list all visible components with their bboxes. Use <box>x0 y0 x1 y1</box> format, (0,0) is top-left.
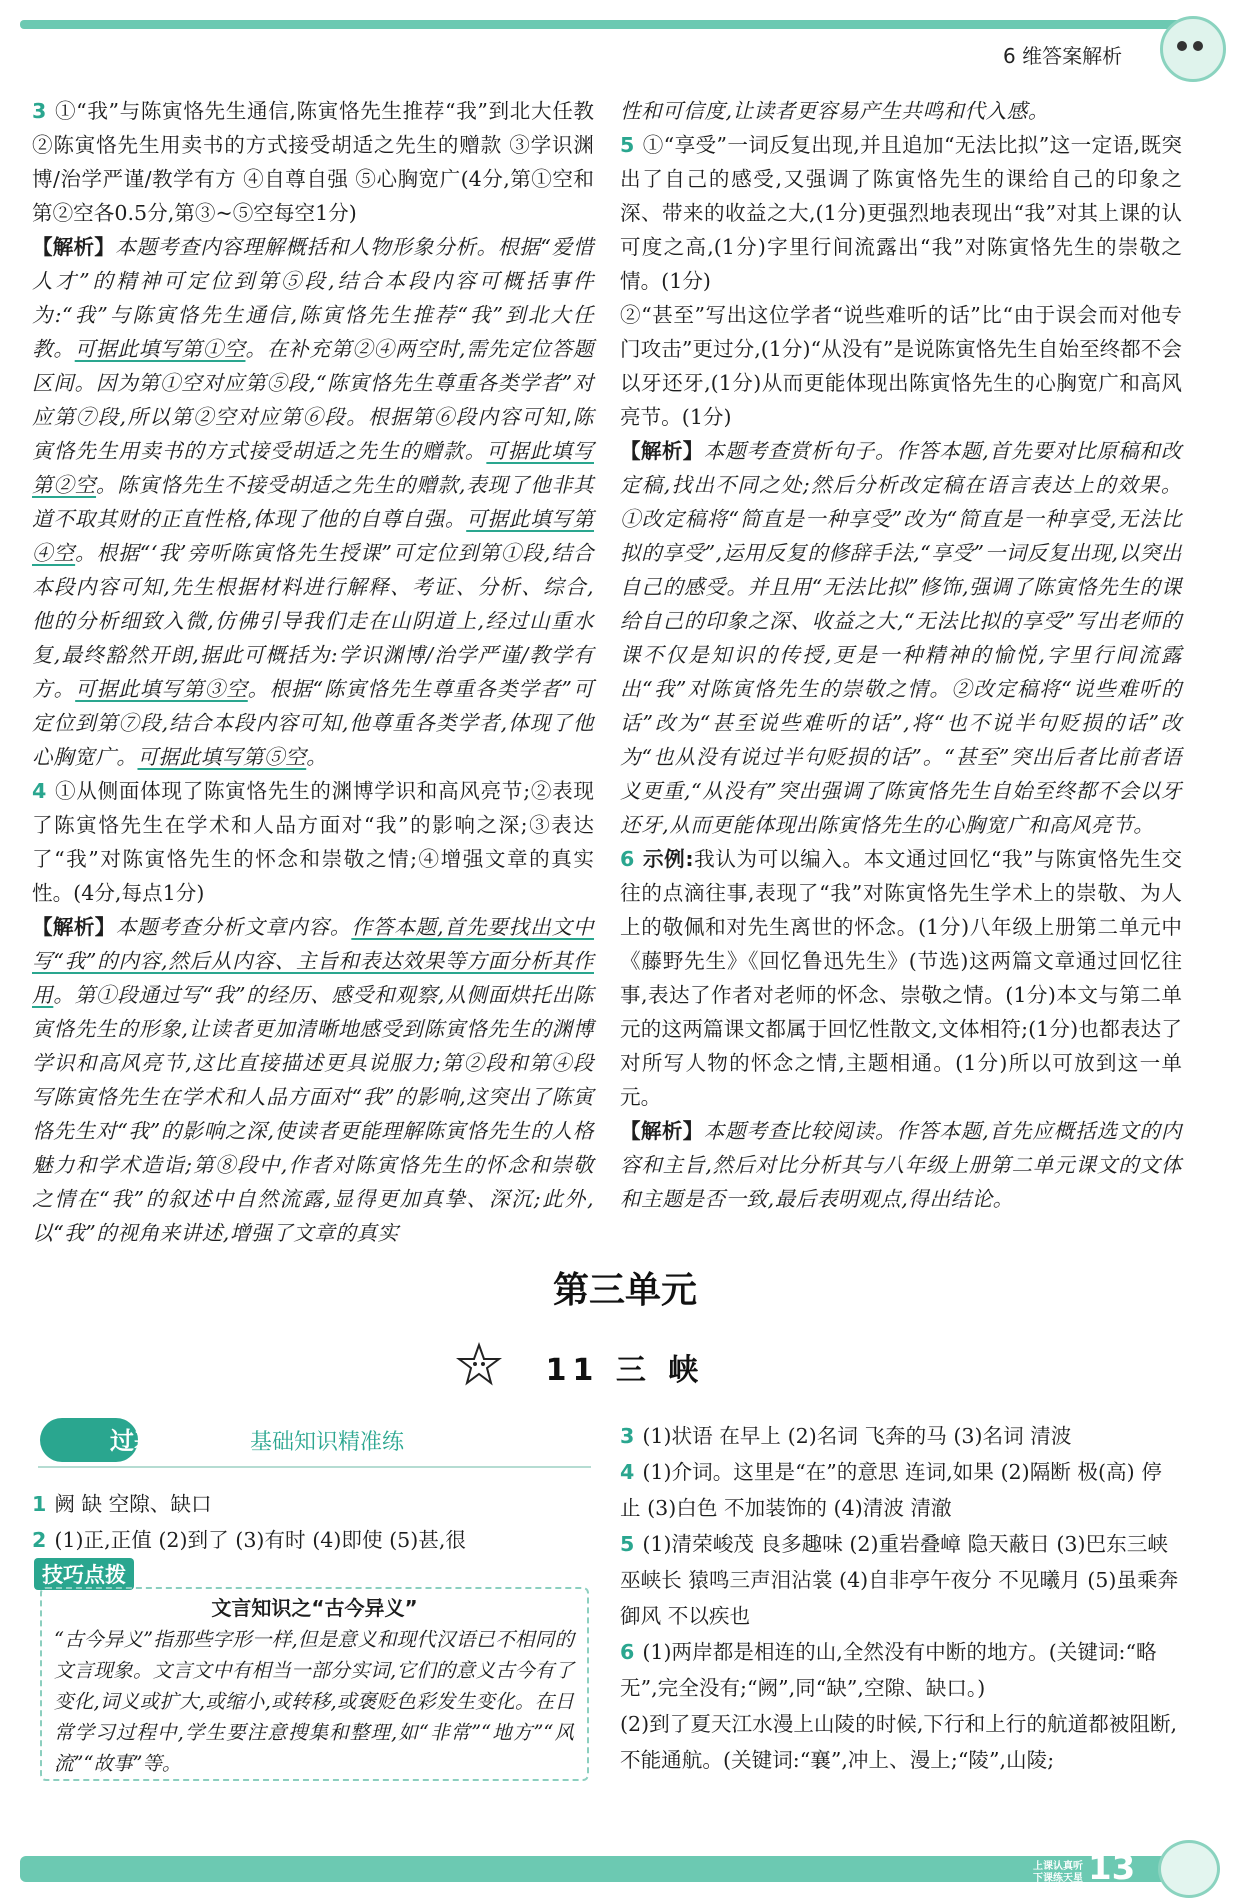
continuation-text: 性和可信度,让读者更容易产生共鸣和代入感。 <box>620 99 1049 123</box>
answer-5-part2: ②“甚至”写出这位学者“说些难听的话”比“由于误会而对他专门攻击”更过分,(1分)“从没有”是说陈寅恪先生自始至终都不会以牙还牙,(1分)从而更能体现出陈寅恪先生的心胸宽广和高风亮节。(1分) <box>620 303 1182 429</box>
section-banner-label: 过基础 <box>110 1427 182 1455</box>
left-column <box>32 94 594 1250</box>
analysis-3: 【解析】本题考查内容理解概括和人物形象分析。根据“爱惜人才”的精神可定位到第⑤段,结合本段内容可概括事件为:“我”与陈寅恪先生通信,陈寅恪先生推荐“我”到北大任教。可据此填写第①空。在补充第②④两空时,需先定位答题区间。因为第①空对应第⑤段,“陈寅恪先生尊重各类学者”对应第⑦段,所以第②空对应第⑥段。根据第⑥段内容可知,陈寅恪先生用卖书的方式接受胡适之先生的赠款。可据此填写第②空。陈寅恪先生不接受胡适之先生的赠款,表现了他非其道不取其财的正直性格,体现了他的自尊自强。可据此填写第④空。根据“‘我’旁听陈寅恪先生授课”可定位到第①段,结合本段内容可知,先生根据材料进行解释、考证、分析、综合,他的分析细致入微,仿佛引导我们走在山阴道上,经过山重水复,最终豁然开朗,据此可概括为:学识渊博/治学严谨/教学有方。可据此填写第③空。根据“陈寅恪先生尊重各类学者”可定位到第⑦段,结合本段内容可知,他尊重各类学者,体现了他心胸宽广。可据此填写第⑤空。 <box>32 235 595 769</box>
analysis-6: 【解析】本题考查比较阅读。作答本题,首先应概括选文的内容和主旨,然后对比分析其与八年级上册第二单元课文的文体和主题是否一致,最后表明观点,得出结论。 <box>620 1119 1182 1211</box>
tips-title: 文言知识之“古今异义” <box>211 1596 418 1620</box>
page-header-title: 6 维答案解析 <box>1003 44 1123 68</box>
basic-answer-1: 1 阙 缺 空隙、缺口 <box>32 1492 212 1516</box>
mascot-icon-bottom <box>1158 1840 1220 1898</box>
unit-title: 第三单元 <box>552 1270 697 1311</box>
analysis-5: 【解析】本题考查赏析句子。作答本题,首先要对比原稿和改定稿,找出不同之处;然后分析改定稿在语言表达上的效果。①改定稿将“简直是一种享受”改为“简直是一种享受,无法比拟的享受”,运用反复的修辞手法,“享受”一词反复出现,以突出自己的感受。并且用“无法比拟”修饰,强调了陈寅恪先生的课给自己的印象之深、收益之大,“无法比拟的享受”写出老师的课不仅是知识的传授,更是一种精神的愉悦,字里行间流露出“我”对陈寅恪先生的崇敬之情。②改定稿将“说些难听的话”改为“甚至说些难听的话”,将“也不说半句贬损的话”改为“也从没有说过半句贬损的话”。“甚至”突出后者比前者语义更重,“从没有”突出强调了陈寅恪先生自始至终都不会以牙还牙,从而更能体现出陈寅恪先生的心胸宽广和高风亮节。 <box>620 439 1182 837</box>
answer-6: 6 示例:我认为可以编入。本文通过回忆“我”与陈寅恪先生交往的点滴往事,表现了“我”对陈寅恪先生学术上的崇敬、为人上的敬佩和对先生离世的怀念。(1分)八年级上册第二单元中《藤野先生》《回忆鲁迅先生》(节选)这两篇文章通过回忆往事,表达了作者对老师的怀念、崇敬之情。(1分)本文与第二单元的这两篇课文都属于回忆性散文,文体相符;(1分)也都表达了对所写人物的怀念之情,主题相通。(1分)所以可放到这一单元。 <box>620 847 1182 1109</box>
answer-3: 3 ①“我”与陈寅恪先生通信,陈寅恪先生推荐“我”到北大任教 ②陈寅恪先生用卖书的方式接受胡适之先生的赠款 ③学识渊博/治学严谨/教学有方 ④自尊自强 ⑤心胸宽广(4分,第①空和第②空各0.5分,第③~⑤空每空1分) <box>32 99 595 225</box>
tips-tag: 技巧点拨 <box>34 1558 134 1590</box>
section-divider <box>38 1466 591 1468</box>
page-number: 13 <box>1088 1848 1136 1888</box>
right-basic-answers <box>620 1418 1182 1778</box>
section-subtitle: 基础知识精准练 <box>250 1430 405 1455</box>
analysis-4: 【解析】本题考查分析文章内容。作答本题,首先要找出文中写“我”的内容,然后从内容、主旨和表达效果等方面分析其作用。第①段通过写“我”的经历、感受和观察,从侧面烘托出陈寅恪先生的形象,让读者更加清晰地感受到陈寅恪先生的渊博学识和高风亮节,这比直接描述更具说服力;第②段和第④段写陈寅恪先生在学术和人品方面对“我”的影响,这突出了陈寅恪先生对“我”的影响之深,使读者更能理解陈寅恪先生的人格魅力和学术造诣;第⑧段中,作者对陈寅恪先生的怀念和崇敬之情在“我”的叙述中自然流露,显得更加真挚、深沉;此外,以“我”的视角来讲述,增强了文章的真实 <box>32 915 595 1245</box>
basic-answer-6: 6 (1)两岸都是相连的山,全然没有中断的地方。(关键词:“略无”,完全没有;“阙”,同“缺”,空隙、缺口。) <box>620 1640 1157 1700</box>
basic-answer-2: 2 (1)正,正值 (2)到了 (3)有时 (4)即使 (5)甚,很 <box>32 1528 467 1552</box>
lesson-title: 11 三 峡 <box>545 1353 705 1388</box>
top-decor-bar <box>20 20 1190 29</box>
basic-answer-4: 4 (1)介词。这里是“在”的意思 连词,如果 (2)隔断 极(高) 停止 (3)白色 不加装饰的 (4)清波 清澈 <box>620 1460 1162 1520</box>
footer-slogan: 上课认真听 下课练天星 <box>1033 1861 1083 1884</box>
basic-answer-5: 5 (1)清荣峻茂 良多趣味 (2)重岩叠嶂 隐天蔽日 (3)巴东三峡巫峡长 猿鸣三声泪沾裳 (4)自非亭午夜分 不见曦月 (5)虽乘奔御风 不以疾也 <box>620 1532 1179 1628</box>
basic-answer-3: 3 (1)状语 在早上 (2)名词 飞奔的马 (3)名词 清波 <box>620 1424 1072 1448</box>
mascot-icon <box>1160 16 1226 82</box>
answer-4: 4 ①从侧面体现了陈寅恪先生的渊博学识和高风亮节;②表现了陈寅恪先生在学术和人品方面对“我”的影响之深;③表达了“我”对陈寅恪先生的怀念和崇敬之情;④增强文章的真实性。(4分,每点1分) <box>32 779 594 905</box>
right-column <box>620 94 1182 1216</box>
tips-body: “古今异义”指那些字形一样,但是意义和现代汉语已不相同的文言现象。文言文中有相当一部分实词,它们的意义古今有了变化,词义或扩大,或缩小,或转移,或褒贬色彩发生变化。在日常学习过程中,学生要注意搜集和整理,如“非常”“地方”“风流”“故事”等。 <box>54 1628 574 1775</box>
answer-5: 5 ①“享受”一词反复出现,并且追加“无法比拟”这一定语,既突出了自己的感受,又强调了陈寅恪先生的课给自己的印象之深、带来的收益之大,(1分)更强烈地表现出“我”对其上课的认可度之高,(1分)字里行间流露出“我”对陈寅恪先生的崇敬之情。(1分) <box>620 133 1182 293</box>
bottom-decor-bar <box>20 1856 1170 1882</box>
basic-answers <box>32 1486 594 1558</box>
basic-answer-6-part2: (2)到了夏天江水漫上山陵的时候,下行和上行的航道都被阻断,不能通航。(关键词:“襄”,冲上、漫上;“陵”,山陵; <box>620 1712 1178 1772</box>
